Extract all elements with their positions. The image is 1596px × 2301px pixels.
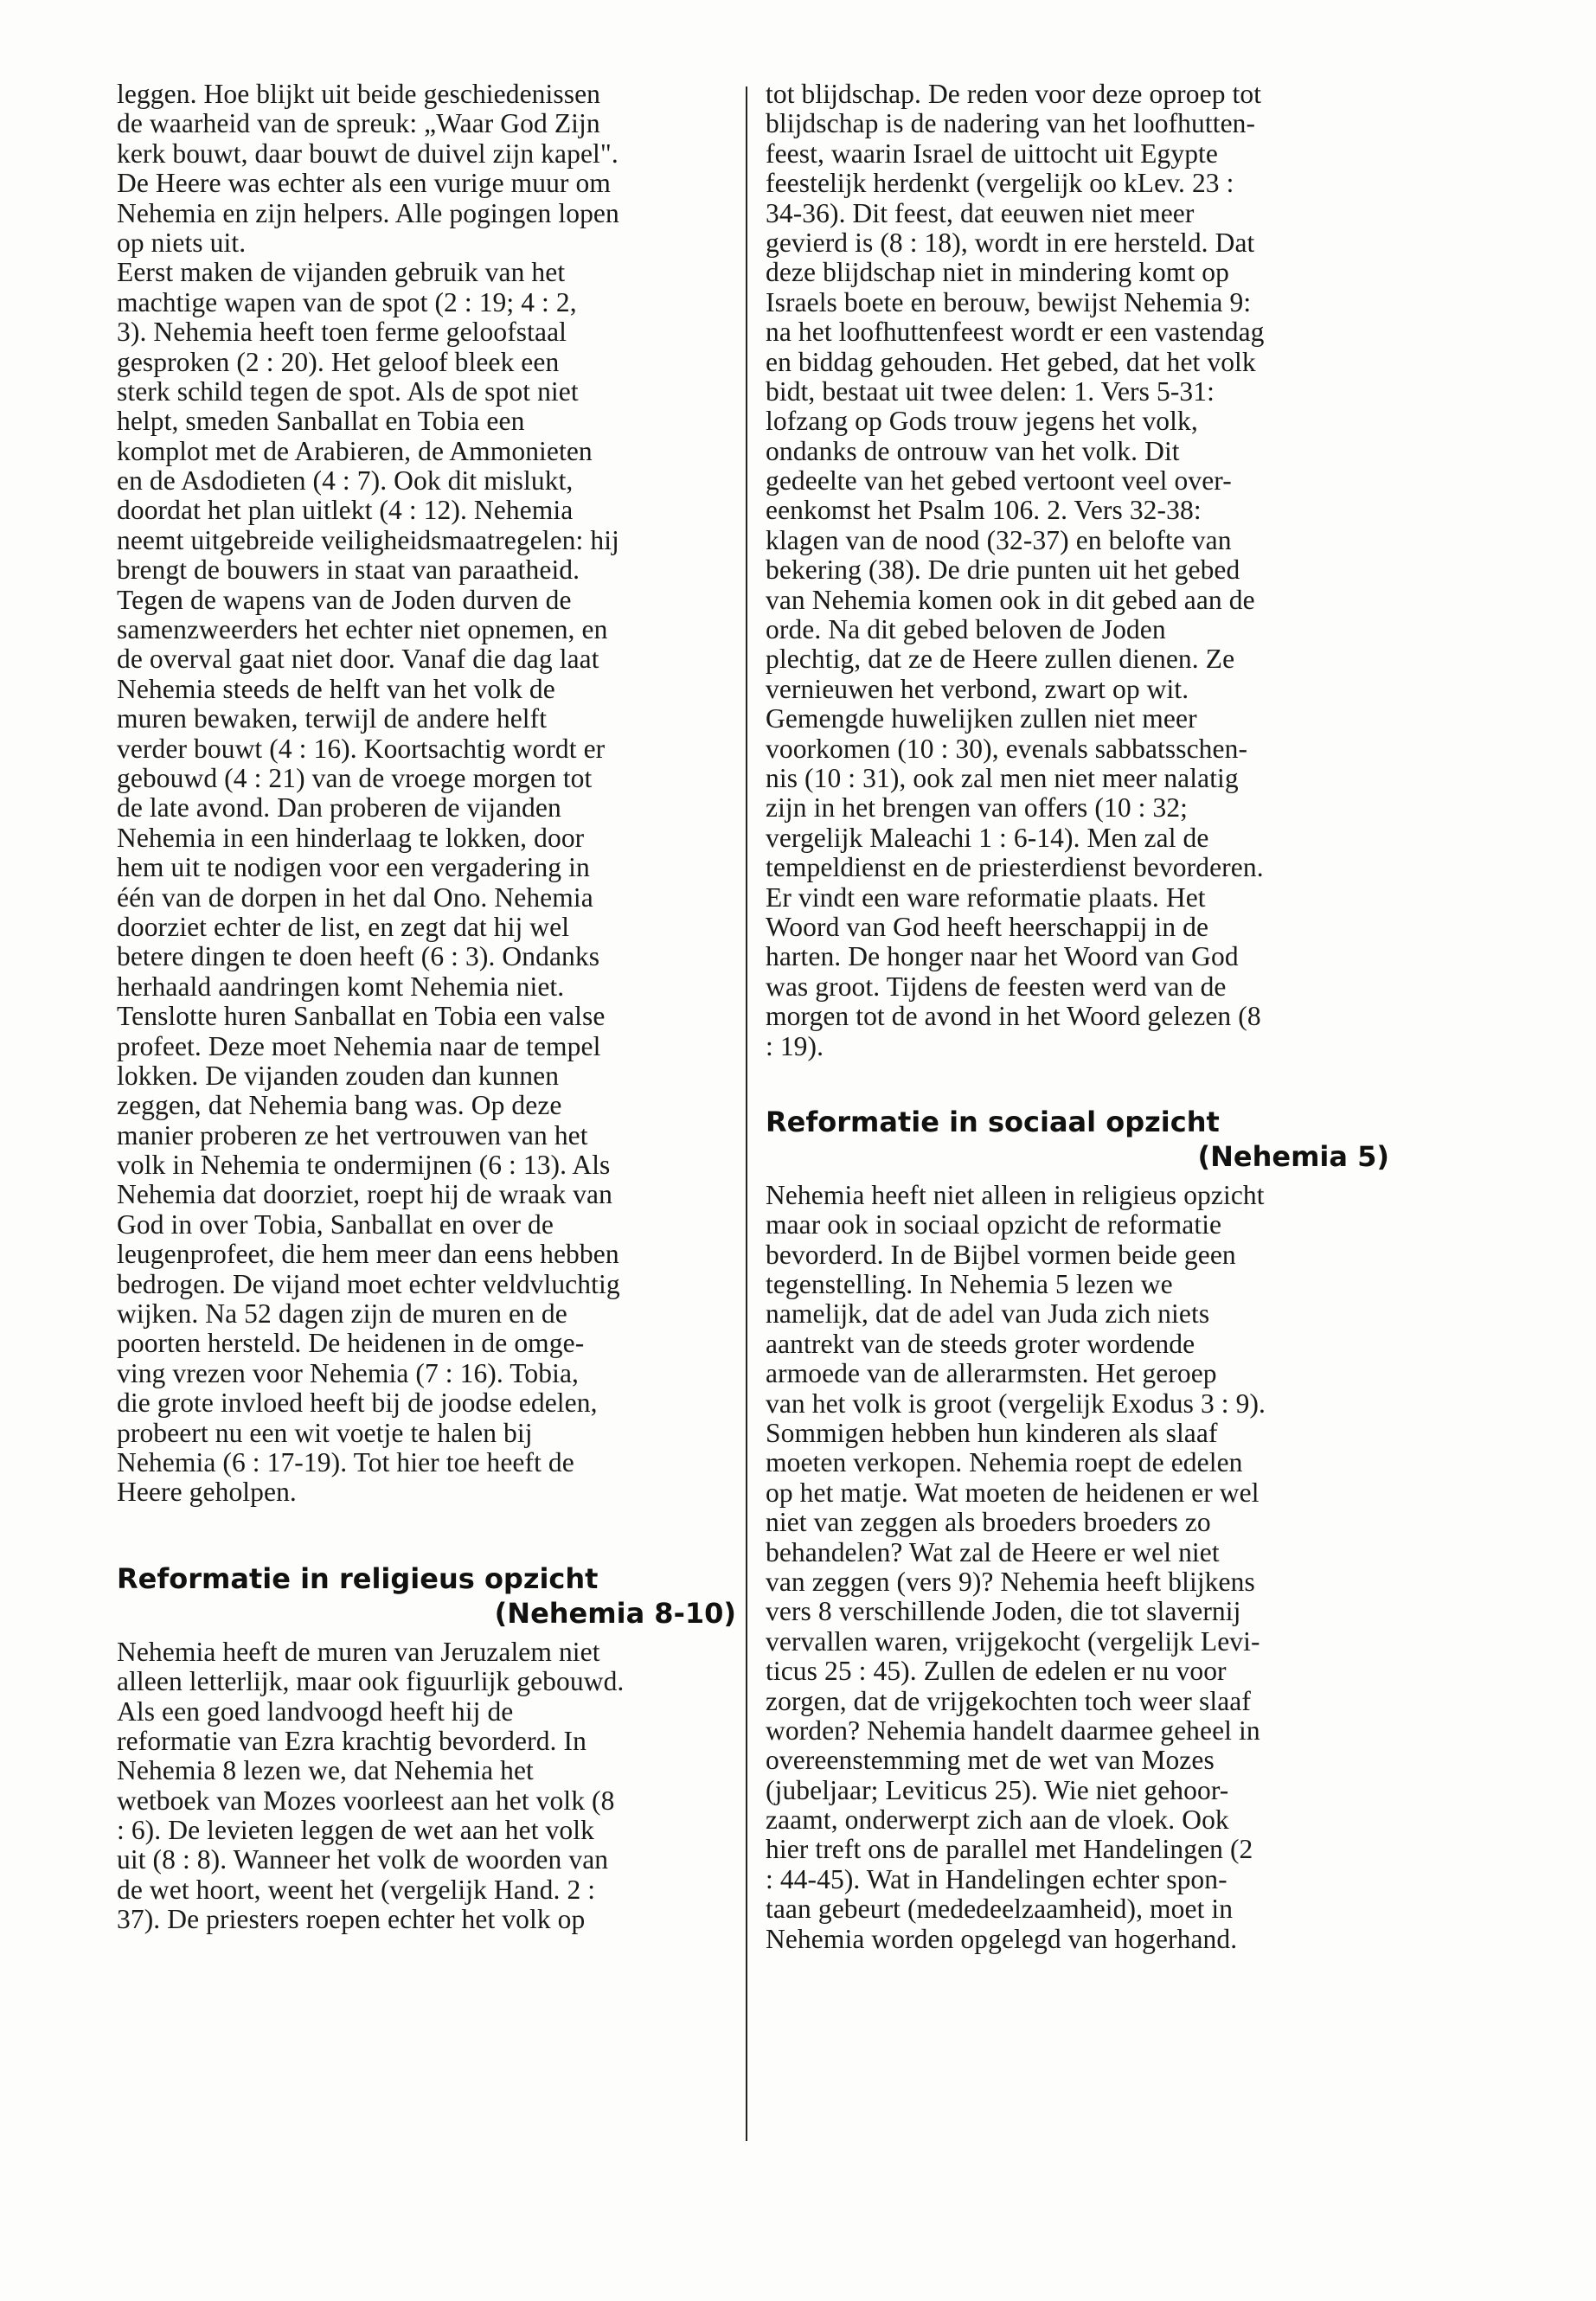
text-line: sterk schild tegen de spot. Als de spot niet: [117, 375, 579, 407]
text-line: die grote invloed heeft bij de joodse edelen,: [117, 1388, 598, 1419]
text-line: Eerst maken de vijanden gebruik van het: [117, 257, 566, 288]
text-line: : 6). De levieten leggen de wet aan het volk: [117, 1815, 594, 1846]
text-line: aantrekt van de steeds groter wordende: [766, 1328, 1195, 1359]
text-line: Er vindt een ware reformatie plaats. Het: [766, 881, 1206, 913]
text-line: herhaald aandringen komt Nehemia niet.: [117, 971, 565, 1002]
text-line: bidt, bestaat uit twee delen: 1. Vers 5-31:: [766, 375, 1215, 407]
text-line: leugenprofeet, die hem meer dan eens hebben: [117, 1239, 619, 1270]
text-line: Gemengde huwelijken zullen niet meer: [766, 703, 1197, 734]
text-line: gebouwd (4 : 21) van de vroege morgen tot: [117, 762, 593, 793]
text-line: gedeelte van het gebed vertoont veel over-: [766, 465, 1232, 497]
text-line: Tenslotte huren Sanballat en Tobia een valse: [117, 1001, 606, 1032]
text-line: verder bouwt (4 : 16). Koortsachtig wordt er: [117, 733, 606, 764]
text-line: plechtig, dat ze de Heere zullen dienen. Ze: [766, 644, 1235, 675]
heading-religious-reformation-reference: (Nehemia 8-10): [494, 1596, 736, 1630]
text-line: was groot. Tijdens de feesten werd van de: [766, 971, 1227, 1002]
text-line: gevierd is (8 : 18), wordt in ere hersteld. Dat: [766, 227, 1255, 258]
heading-religious-reformation: Reformatie in religieus opzicht: [117, 1561, 599, 1595]
text-line: Sommigen hebben hun kinderen als slaaf: [766, 1418, 1218, 1449]
text-line: betere dingen te doen heeft (6 : 3). Ondanks: [117, 941, 600, 972]
text-line: op het matje. Wat moeten de heidenen er wel: [766, 1477, 1259, 1508]
text-line: : 19).: [766, 1030, 824, 1061]
text-line: tempeldienst en de priesterdienst bevorderen.: [766, 852, 1264, 883]
text-line: armoede van de allerarmsten. Het geroep: [766, 1358, 1217, 1389]
text-line: eenkomst het Psalm 106. 2. Vers 32-38:: [766, 495, 1202, 526]
text-line: voorkomen (10 : 30), evenals sabbatsschen-: [766, 733, 1248, 764]
text-line: 37). De priesters roepen echter het volk op: [117, 1904, 586, 1935]
text-line: ving vrezen voor Nehemia (7 : 16). Tobia,: [117, 1357, 580, 1388]
text-line: de waarheid van de spreuk: „Waar God Zijn: [117, 108, 600, 139]
text-line: helpt, smeden Sanballat en Tobia een: [117, 406, 525, 437]
text-line: moeten verkopen. Nehemia roept de edelen: [766, 1447, 1243, 1478]
text-line: machtige wapen van de spot (2 : 19; 4 : 2,: [117, 286, 577, 317]
text-line: Nehemia heeft niet alleen in religieus opzicht: [766, 1179, 1265, 1210]
text-line: Nehemia heeft de muren van Jeruzalem niet: [117, 1636, 600, 1667]
text-line: Tegen de wapens van de Joden durven de: [117, 584, 572, 615]
text-line: vers 8 verschillende Joden, die tot slavernij: [766, 1596, 1241, 1627]
text-line: namelijk, dat de adel van Juda zich niets: [766, 1298, 1210, 1330]
text-line: tegenstelling. In Nehemia 5 lezen we: [766, 1269, 1173, 1300]
text-line: brengt de bouwers in staat van paraatheid.: [117, 554, 580, 586]
text-line: bekering (38). De drie punten uit het gebed: [766, 554, 1240, 586]
heading-social-reformation: Reformatie in sociaal opzicht: [766, 1105, 1220, 1138]
right-column: [766, 80, 1393, 1954]
text-line: Israels boete en berouw, bewijst Nehemia 9:: [766, 286, 1252, 317]
text-line: leggen. Hoe blijkt uit beide geschiedenissen: [117, 79, 601, 109]
text-line: van Nehemia komen ook in dit gebed aan de: [766, 584, 1255, 615]
text-line: bevorderd. In de Bijbel vormen beide geen: [766, 1239, 1236, 1270]
text-line: manier proberen ze het vertrouwen van het: [117, 1119, 588, 1150]
text-line: van het volk is groot (vergelijk Exodus 3 : 9).: [766, 1388, 1266, 1419]
text-line: Nehemia dat doorziet, roept hij de wraak van: [117, 1179, 612, 1210]
text-line: profeet. Deze moet Nehemia naar de tempel: [117, 1030, 601, 1061]
text-line: komplot met de Arabieren, de Ammonieten: [117, 435, 593, 466]
text-line: 34-36). Dit feest, dat eeuwen niet meer: [766, 197, 1195, 228]
text-line: behandelen? Wat zal de Heere er wel niet: [766, 1536, 1220, 1567]
text-line: Nehemia en zijn helpers. Alle pogingen lopen: [117, 197, 619, 228]
text-line: Nehemia worden opgelegd van hogerhand.: [766, 1923, 1238, 1954]
text-line: de wet hoort, weent het (vergelijk Hand. 2 :: [117, 1874, 596, 1905]
text-line: zaamt, onderwerpt zich aan de vloek. Ook: [766, 1804, 1229, 1836]
text-line: bedrogen. De vijand moet echter veldvluchtig: [117, 1268, 620, 1299]
text-line: De Heere was echter als een vurige muur om: [117, 168, 611, 199]
left-paragraph-2: [117, 1638, 740, 1935]
text-line: vervallen waren, vrijgekocht (vergelijk Levi-: [766, 1625, 1260, 1657]
text-line: probeert nu een wit voetje te halen bij: [117, 1417, 533, 1448]
text-line: zijn in het brengen van offers (10 : 32;: [766, 792, 1189, 824]
text-line: deze blijdschap niet in mindering komt op: [766, 257, 1229, 288]
text-line: poorten hersteld. De heidenen in de omge-: [117, 1328, 585, 1359]
text-line: Nehemia (6 : 17-19). Tot hier toe heeft de: [117, 1446, 574, 1477]
text-line: de overval gaat niet door. Vanaf die dag laat: [117, 644, 599, 675]
text-line: Als een goed landvoogd heeft hij de: [117, 1695, 514, 1727]
text-line: lofzang op Gods trouw jegens het volk,: [766, 406, 1198, 437]
text-line: vergelijk Maleachi 1 : 6-14). Men zal de: [766, 822, 1209, 853]
text-line: na het loofhuttenfeest wordt er een vastendag: [766, 317, 1265, 348]
heading-social-reformation-reference: (Nehemia 5): [1197, 1139, 1389, 1173]
text-line: taan gebeurt (mededeelzaamheid), moet in: [766, 1894, 1234, 1925]
text-line: samenzweerders het echter niet opnemen, en: [117, 614, 608, 645]
text-line: vernieuwen het verbond, zwart op wit.: [766, 673, 1189, 704]
text-line: zeggen, dat Nehemia bang was. Op deze: [117, 1090, 562, 1121]
text-line: muren bewaken, terwijl de andere helft: [117, 703, 548, 734]
text-line: volk in Nehemia te ondermijnen (6 : 13). Als: [117, 1150, 611, 1181]
text-line: morgen tot de avond in het Woord gelezen (8: [766, 1001, 1261, 1032]
text-line: doordat het plan uitlekt (4 : 12). Nehemia: [117, 495, 574, 526]
text-line: lokken. De vijanden zouden dan kunnen: [117, 1060, 560, 1091]
left-column: [117, 80, 740, 1935]
right-paragraph-2: [766, 1181, 1393, 1954]
text-line: overeenstemming met de wet van Mozes: [766, 1745, 1215, 1776]
text-line: klagen van de nood (32-37) en belofte van: [766, 524, 1232, 555]
text-line: en de Asdodieten (4 : 7). Ook dit mislukt,: [117, 465, 574, 497]
text-line: maar ook in sociaal opzicht de reformatie: [766, 1209, 1222, 1240]
text-line: Woord van God heeft heerschappij in de: [766, 911, 1209, 942]
text-line: de late avond. Dan proberen de vijanden: [117, 792, 561, 824]
text-line: feest, waarin Israel de uittocht uit Egypte: [766, 138, 1218, 169]
text-line: hem uit te nodigen voor een vergadering in: [117, 852, 590, 883]
text-line: ticus 25 : 45). Zullen de edelen er nu voor: [766, 1656, 1227, 1687]
text-line: orde. Na dit gebed beloven de Joden: [766, 614, 1166, 645]
text-line: niet van zeggen als broeders broeders zo: [766, 1507, 1211, 1538]
text-line: harten. De honger naar het Woord van God: [766, 941, 1239, 972]
text-line: één van de dorpen in het dal Ono. Nehemia: [117, 881, 593, 913]
text-line: Nehemia in een hinderlaag te lokken, door: [117, 822, 585, 853]
text-line: op niets uit.: [117, 227, 247, 258]
text-line: wijken. Na 52 dagen zijn de muren en de: [117, 1298, 567, 1330]
text-line: wetboek van Mozes voorleest aan het volk (8: [117, 1785, 615, 1816]
text-line: van zeggen (vers 9)? Nehemia heeft blijkens: [766, 1566, 1255, 1597]
right-paragraph-1: [766, 80, 1393, 1061]
text-line: (jubeljaar; Leviticus 25). Wie niet gehoor-: [766, 1774, 1229, 1805]
column-divider: [746, 87, 747, 2141]
text-line: gesproken (2 : 20). Het geloof bleek een: [117, 346, 560, 377]
text-line: Nehemia steeds de helft van het volk de: [117, 673, 555, 704]
text-line: feestelijk herdenkt (vergelijk oo kLev. 23 :: [766, 168, 1234, 199]
left-paragraph-1: [117, 80, 740, 1508]
text-line: uit (8 : 8). Wanneer het volk de woorden van: [117, 1844, 609, 1875]
text-line: tot blijdschap. De reden voor deze oproep tot: [766, 79, 1262, 109]
text-line: God in over Tobia, Sanballat en over de: [117, 1208, 554, 1240]
text-line: neemt uitgebreide veiligheidsmaatregelen: hij: [117, 524, 619, 555]
text-line: ondanks de ontrouw van het volk. Dit: [766, 435, 1180, 466]
text-line: reformatie van Ezra krachtig bevorderd. In: [117, 1725, 586, 1756]
text-line: nis (10 : 31), ook zal men niet meer nalatig: [766, 762, 1239, 793]
text-line: hier treft ons de parallel met Handelingen (2: [766, 1834, 1253, 1865]
text-line: alleen letterlijk, maar ook figuurlijk gebouwd.: [117, 1666, 625, 1697]
text-line: : 44-45). Wat in Handelingen echter spon-: [766, 1863, 1227, 1894]
text-line: doorziet echter de list, en zegt dat hij wel: [117, 911, 570, 942]
text-line: Heere geholpen.: [117, 1477, 297, 1508]
text-line: 3). Nehemia heeft toen ferme geloofstaal: [117, 317, 567, 348]
text-line: blijdschap is de nadering van het loofhutten-: [766, 108, 1256, 139]
text-line: zorgen, dat de vrijgekochten toch weer slaaf: [766, 1685, 1251, 1716]
text-line: Nehemia 8 lezen we, dat Nehemia het: [117, 1755, 534, 1786]
text-line: kerk bouwt, daar bouwt de duivel zijn kapel".: [117, 138, 619, 169]
text-line: worden? Nehemia handelt daarmee geheel in: [766, 1715, 1260, 1746]
text-line: en biddag gehouden. Het gebed, dat het volk: [766, 346, 1256, 377]
